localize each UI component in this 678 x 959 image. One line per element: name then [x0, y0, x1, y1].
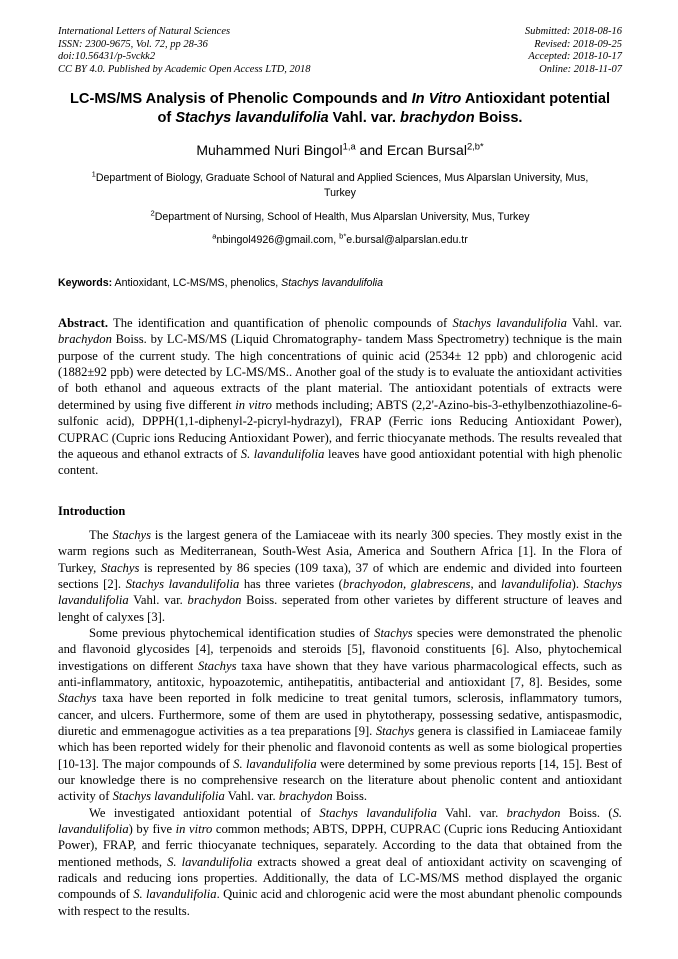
abstract-text: The identification and quantification of phenolic compounds of — [108, 315, 453, 330]
title-part-italic: Stachys lavandulifolia — [175, 110, 329, 127]
body-text: common methods; ABTS, DPPH, CUPRAC (Cupric ions Reducing Antioxidant Power), FRAP, and ferric thiocyanate techniques, separately. According to the data that obtained from the mentioned methods, — [58, 822, 622, 869]
author-conjunction: and — [355, 142, 387, 159]
section-heading-introduction: Introduction — [58, 503, 126, 518]
title-part: Antioxidant — [461, 91, 546, 108]
email-line — [90, 233, 590, 248]
author-name: Ercan Bursal — [386, 142, 467, 159]
body-text-italic: Stachys lavandulifolia — [319, 805, 437, 820]
email-marker-b: b* — [339, 231, 347, 241]
body-text-italic: Stachys — [58, 691, 97, 706]
body-text-italic: brachydon — [187, 593, 242, 608]
author-email: nbingol4926@gmail.com, — [216, 234, 340, 247]
body-text-italic: S. lavandulifolia — [233, 756, 317, 771]
journal-name: International Letters of Natural Sciences — [58, 26, 231, 37]
body-text: taxa have been reported in folk medicine to treat genital tumors, sclerosis, inflammatory tumors, cancer, and ulcers. Furthermore, some of them are used in phytotherapy, possessing sedative, antispasmodic, diuretic and emmenagogue activities as a tea preparations [9]. — [58, 691, 622, 738]
body-text: taxa have shown that they have various pharmacological effects, such as anti-inflammatory, antitoxic, hypoazotemic, antihepatitis, antibacterial and antioxidant [7, 8]. Besides, some — [58, 658, 623, 689]
abstract-text: methods including; ABTS (2,2'-Azino-bis-3-ethylbenzothiazoline-6-sulfonic acid), DPPH(1,1-diphenyl-2-picryl-hydrazyl), FRAP (Ferric ions Reducing Antioxidant Power), CUPRAC (Cupric ions Reducing Antioxidant Power), and ferric thiocyanate methods. The results revealed that the aqueous and ethanol extracts of — [58, 397, 622, 461]
affiliation-marker: 2 — [150, 208, 155, 218]
abstract-text: leaves have good antioxidant potential with high phenolic content. — [58, 447, 622, 478]
body-text-italic: S. lavandulifolia — [58, 805, 623, 836]
body-text-italic: brachyodon, glabrescens — [342, 576, 471, 591]
keywords-line — [58, 276, 622, 290]
body-text-italic: Stachys — [112, 527, 151, 542]
body-text: Vahl. var. — [224, 789, 279, 804]
body-text-italic: brachydon — [506, 805, 561, 820]
keywords-values: Antioxidant, LC-MS/MS, phenolics, — [112, 276, 282, 289]
body-text-italic: Stachys — [198, 658, 237, 673]
affiliation-text: Department of Biology, Graduate School of Natural and Applied Sciences, Mus Alparslan University, Mus, Turkey — [95, 172, 589, 199]
body-text: . Quinic acid and chlorogenic acid were the most abundant phenolic compounds with respect to the results. — [58, 887, 622, 918]
date-online: Online: 2018-11-07 — [539, 63, 622, 75]
body-text: The — [89, 527, 113, 542]
body-text: genera is classified in Lamiaceae family which has been reported widely for their phenolic and flavonoid contents as well as some biological properties [10-13]. The major compounds of — [58, 723, 622, 771]
license-publisher: CC BY 4.0. Published by Academic Open Access LTD, 2018 — [58, 63, 311, 75]
abstract — [58, 315, 622, 479]
affiliation-item — [90, 171, 590, 200]
body-text: Vahl. var. — [128, 593, 188, 608]
issn-volume-pages: ISSN: 2300-9675, Vol. 72, pp 28-36 — [58, 38, 208, 50]
body-text: has three varietes ( — [239, 576, 343, 591]
body-text-italic: Stachys lavandulifolia — [125, 576, 240, 591]
body-text: Some previous phytochemical identification studies of — [89, 625, 375, 640]
date-accepted: Accepted: 2018-10-17 — [528, 51, 622, 63]
page-title — [70, 90, 610, 128]
body-text-italic: Stachys lavandulifolia — [58, 576, 623, 608]
keywords-species: Stachys lavandulifolia — [281, 276, 384, 289]
masthead-left — [58, 26, 311, 76]
body-text: ). — [571, 576, 584, 591]
body-text-italic: in vitro — [175, 822, 213, 836]
body-paragraph — [58, 805, 622, 919]
author-name: Muhammed Nuri Bingol — [196, 142, 343, 159]
body-text: , and — [470, 576, 501, 591]
body-text: is the largest genera of the Lamiaceae with its nearly 300 species. They mostly exist in the warm regions such as Mediterranean, South-West Asia, America and Southern Africa [1]. In the Flora of Turkey, — [58, 527, 622, 575]
body-text-italic: Stachys lavandulifolia — [112, 789, 225, 804]
affiliation-list — [58, 171, 622, 247]
keywords-label: Keywords: — [58, 276, 113, 289]
body-paragraph — [58, 527, 622, 625]
corresponding-author-email: e.bursal@alparslan.edu.tr — [346, 234, 468, 247]
abstract-in-vitro: in vitro — [235, 397, 272, 412]
abstract-species-short: S. lavandulifolia — [240, 447, 325, 461]
title-part: potential of — [157, 91, 611, 127]
introduction-body — [58, 527, 622, 919]
masthead-right — [525, 26, 622, 76]
abstract-text: Vahl. var. — [566, 315, 623, 330]
body-text: Boiss. ( — [560, 805, 613, 820]
affiliation-marker: 1 — [91, 169, 96, 179]
body-text: We investigated antioxidant potential of — [89, 805, 320, 820]
body-text-italic: lavandulifolia — [500, 576, 572, 591]
body-text-italic: S. lavandulifolia — [167, 854, 253, 869]
body-text-italic: Stachys — [100, 560, 140, 575]
masthead — [58, 26, 622, 76]
body-paragraph — [58, 625, 622, 805]
body-text-italic: Stachys — [374, 625, 413, 640]
title-part: Boiss. — [474, 110, 523, 127]
title-part-italic: brachydon — [400, 110, 475, 127]
body-text: is represented by 86 species (109 taxa), 37 of which are endemic and divided into fourteen sections [2]. — [58, 560, 622, 591]
email-marker-a: a — [212, 231, 217, 241]
title-part: LC-MS/MS Analysis of Phenolic Compounds and — [70, 91, 412, 108]
date-revised: Revised: 2018-09-25 — [534, 38, 622, 50]
abstract-text: Boiss. by LC-MS/MS (Liquid Chromatography- tandem Mass Spectrometry) technique is the main purpose of the current study. The high concentrations of quinic acid (2534± 12 ppb) and chlorogenic acid (1882±92 ppb) were detected by LC-MS/MS.. Another goal of the study is to evaluate the antioxidant activities of both ethanol and aqueous extracts of the plant material. The antioxidant potentials of extracts were determined by using five different — [58, 332, 622, 412]
body-text: ) by five — [128, 822, 176, 836]
body-text: Boiss. — [332, 789, 367, 804]
body-text: species were demonstrated the phenolic and flavonoid glycosides [4], terpenoids and steroids [5], flavonoid constituents [6]. Also, phytochemical investigations on different — [58, 625, 622, 673]
body-text: extracts showed a great deal of antioxidant activity on scavenging of radicals and reducing ions properties. Additionally, the data of LC-MS/MS method displayed the organic compounds of — [58, 854, 622, 902]
affiliation-text: Department of Nursing, School of Health, Mus Alparslan University, Mus, Turkey — [154, 210, 530, 223]
author-affiliation-marker: 1,a — [342, 140, 356, 152]
body-text: Boiss. seperated from other varietes by different structure of leaves and lenght of calyxes [3]. — [58, 593, 623, 624]
body-text-italic: S. lavandulifolia — [133, 887, 217, 902]
abstract-variety: brachydon — [58, 332, 112, 347]
title-part-italic: In Vitro — [411, 91, 462, 108]
body-text: Vahl. var. — [436, 805, 507, 820]
abstract-species: Stachys lavandulifolia — [452, 315, 567, 330]
body-text-italic: Stachys — [375, 723, 415, 738]
abstract-label: Abstract. — [58, 315, 109, 330]
body-text-italic: brachydon — [278, 789, 333, 804]
title-part: Vahl. var. — [328, 110, 401, 127]
author-list — [58, 141, 622, 159]
body-text: were determined by some previous reports [14, 15]. Best of our knowledge there is no comprehensive research on the literature about phenolic content and antioxidant activity of — [58, 756, 622, 804]
doi: doi:10.56431/p-5vckk2 — [58, 51, 156, 63]
affiliation-item — [90, 210, 590, 225]
author-affiliation-marker: 2,b* — [466, 140, 484, 152]
date-submitted: Submitted: 2018-08-16 — [524, 26, 622, 37]
